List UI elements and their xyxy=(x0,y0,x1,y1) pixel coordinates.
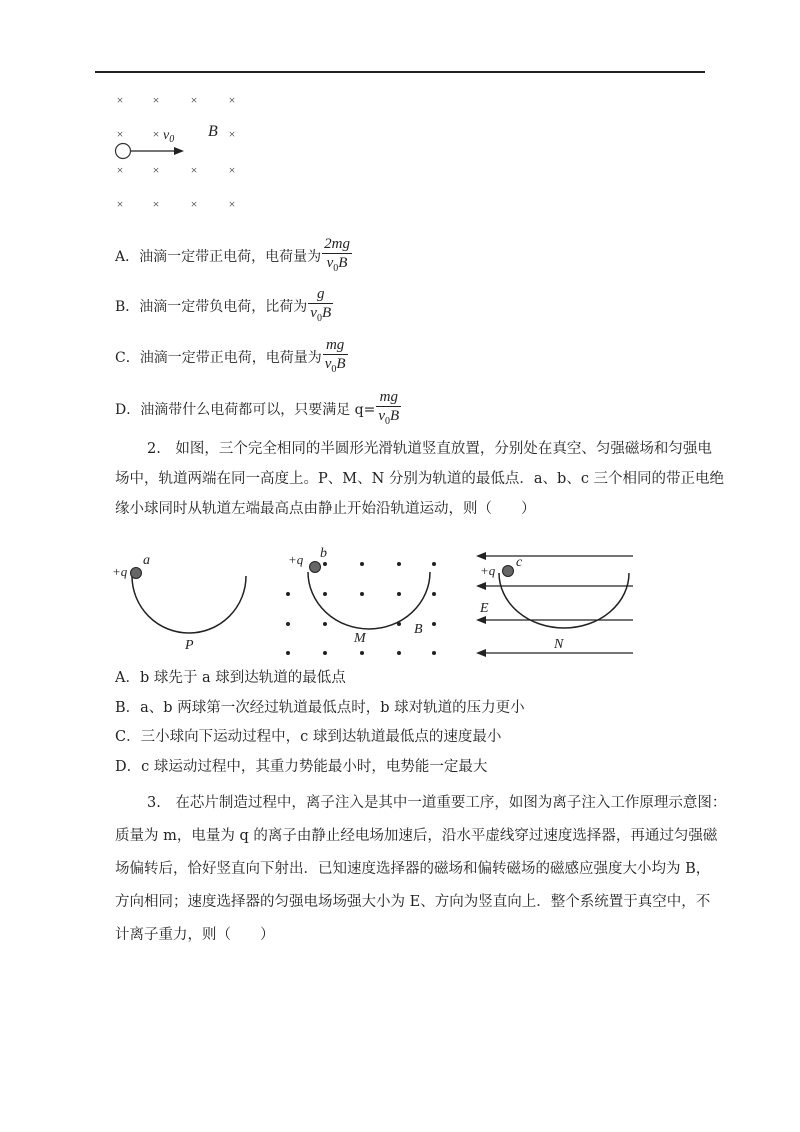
ball-c-label: c xyxy=(516,555,523,570)
fraction: $\frac{mg}{v_0B}$ xyxy=(378,389,400,427)
field-cross: × xyxy=(228,163,236,177)
figure-magnetic-field xyxy=(105,88,255,213)
track-magnetic xyxy=(308,572,430,629)
field-cross: × xyxy=(116,197,124,211)
fraction: $\frac{g}{v_0B}$ xyxy=(310,286,332,324)
field-cross: × xyxy=(152,197,160,211)
field-cross: × xyxy=(116,93,124,107)
field-b-label: B xyxy=(414,622,423,637)
header-rule xyxy=(95,71,705,73)
q2-stem: 2. 如图，三个完全相同的半圆形光滑轨道竖直放置，分别处在真空、匀强磁场和匀强电 场中，轨道两端在同一高度上。P、M、N 分别为轨道的最低点．a、b、c 三个相同的带正电绝 缘小球同时从轨道左端最高点由静止开始沿轨道运动，则（ ） xyxy=(115,441,725,517)
field-cross: × xyxy=(152,127,160,141)
fraction: $\frac{2mg}{v_0B}$ xyxy=(324,236,350,274)
ball-a-label: a xyxy=(143,553,150,568)
field-cross: × xyxy=(190,163,198,177)
field-cross: × xyxy=(116,163,124,177)
fraction: $\frac{mg}{v_0B}$ xyxy=(324,337,346,375)
lowest-point-n: N xyxy=(554,637,564,652)
lowest-point-p: P xyxy=(185,638,194,653)
field-cross: × xyxy=(190,197,198,211)
lowest-point-m: M xyxy=(354,631,366,646)
ball-c xyxy=(503,566,514,577)
field-cross: × xyxy=(228,93,236,107)
figure-three-tracks xyxy=(110,542,640,660)
field-cross: × xyxy=(152,163,160,177)
q2-option-b: B．a、b 两球第一次经过轨道最低点时，b 球对轨道的压力更小 xyxy=(115,699,525,716)
ball-b xyxy=(310,562,321,573)
q1-option-c: C．油滴一定带正电荷，电荷量为 $\frac{mg}{v_0B}$ xyxy=(115,337,348,379)
ball-b-label: b xyxy=(320,546,327,561)
q2-options xyxy=(115,664,715,782)
velocity-label: $v_0$ xyxy=(163,128,175,145)
q1-option-a: A．油滴一定带正电荷，电荷量为 $\frac{2mg}{v_0B}$ xyxy=(115,236,352,278)
q2-option-c: C．三小球向下运动过程中，c 球到达轨道最低点的速度最小 xyxy=(115,729,502,745)
oil-drop xyxy=(116,144,131,159)
field-cross: × xyxy=(190,93,198,107)
field-cross: × xyxy=(116,127,124,141)
q2-option-a: A．b 球先于 a 球到达轨道的最低点 xyxy=(115,670,346,686)
ball-a xyxy=(131,568,142,579)
q1-option-d: D．油滴带什么电荷都可以，只要满足 q= $\frac{mg}{v_0B}$ xyxy=(115,389,401,431)
charge-label: +q xyxy=(112,564,128,579)
field-b-label: B xyxy=(208,123,218,140)
charge-label: +q xyxy=(288,552,304,567)
field-cross: × xyxy=(228,127,236,141)
field-cross: × xyxy=(152,93,160,107)
field-e-label: E xyxy=(480,601,489,616)
q3-stem: 3. 在芯片制造过程中，离子注入是其中一道重要工序，如图为离子注入工作原理示意图： 质量为 m，电量为 q 的离子由静止经电场加速后，沿水平虚线穿过速度选择器，再通过匀强磁 场偏转后，恰好竖直向下射出．已知速度选择器的磁场和偏转磁场的磁感应强度大小均为 B， 方向相同；速度选择器的匀强电场场强大小为 E、方向为竖直向上．整个系统置于真空中，不 计离子重力，则（ ） xyxy=(115,795,727,943)
q1-option-b: B．油滴一定带负电荷，比荷为 $\frac{g}{v_0B}$ xyxy=(115,286,333,328)
q2-option-d: D．c 球运动过程中，其重力势能最小时，电势能一定最大 xyxy=(115,758,488,775)
field-cross: × xyxy=(228,197,236,211)
track-vacuum xyxy=(132,576,246,633)
charge-label: +q xyxy=(480,563,496,578)
